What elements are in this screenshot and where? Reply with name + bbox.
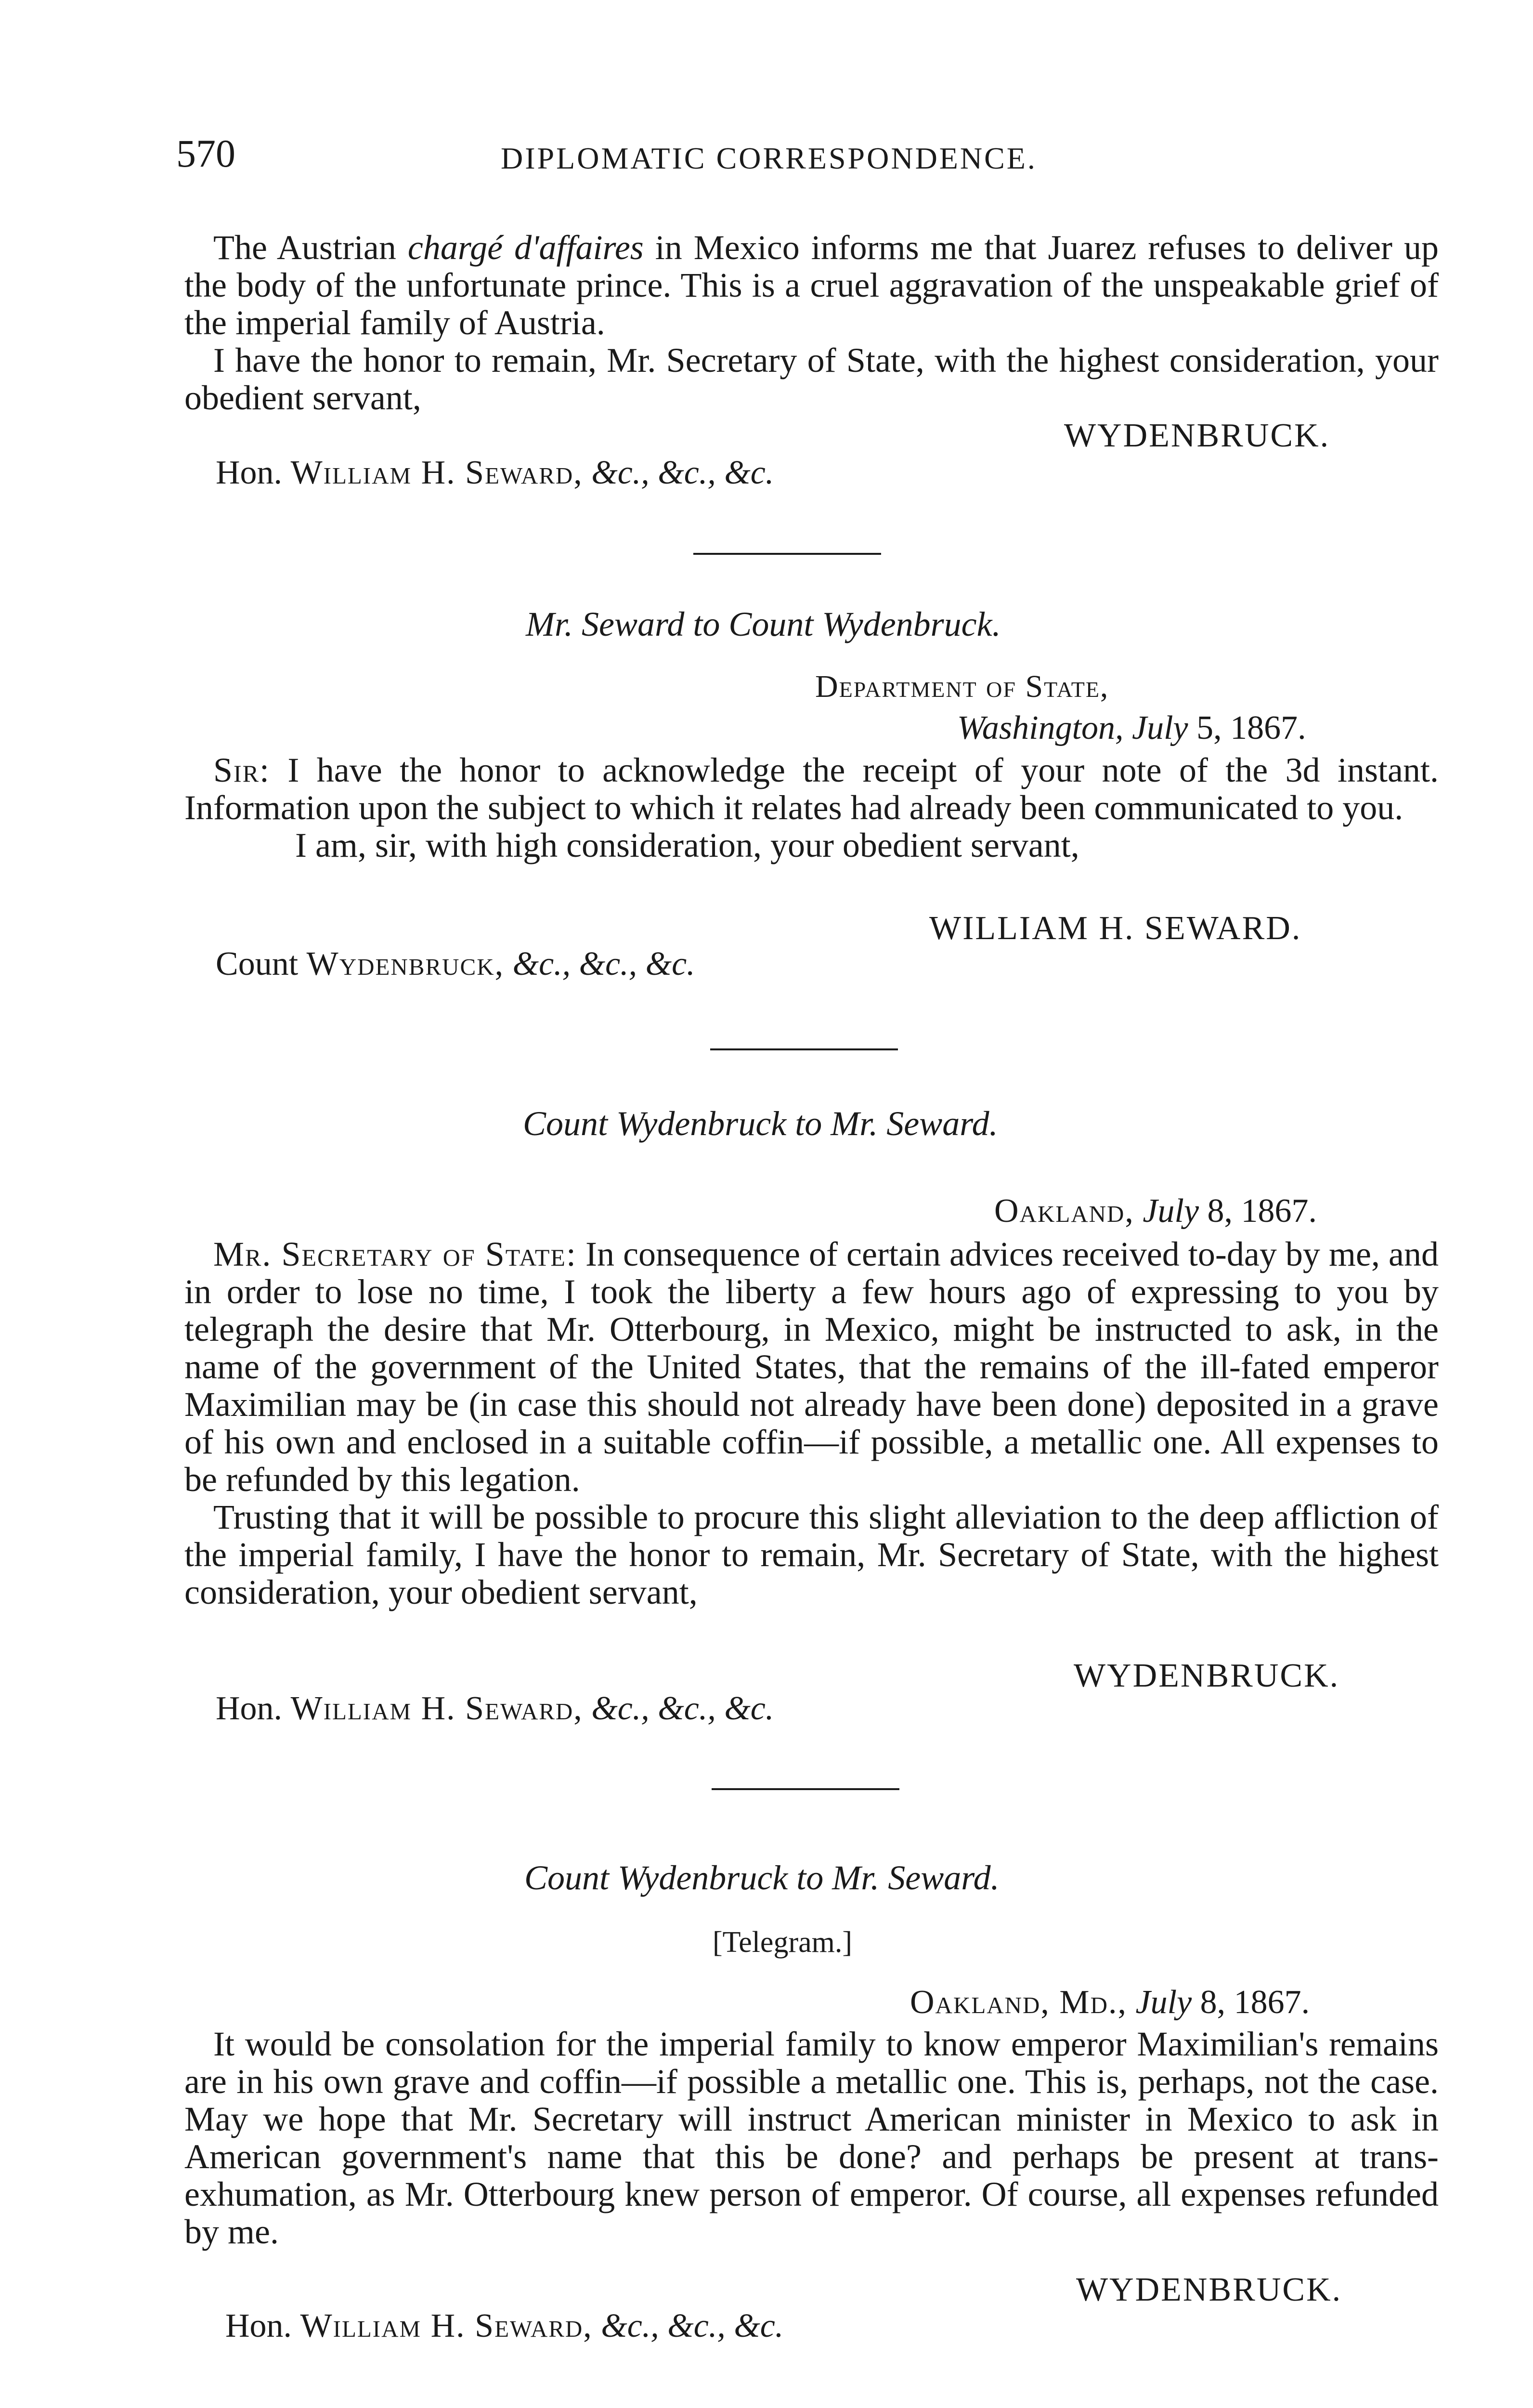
- letter-2-body: [184, 751, 1439, 864]
- letter-3-paragraph-1: Mr. Secretary of State: In consequence of certain advices received to-day by me, and in order to lose no time, I took the liberty a few hours ago of expressing to you by telegraph the desire that Mr. Otterbourg, in Mexico, might be instructed to ask, in the name of the government of the United States, that the remains of the ill-fated emperor Maximilian may be (in case this should not already have been done) deposited in a grave of his own and enclosed in a suitable coffin—if possible, a metallic one. All expenses to be refunded by this legation.: [184, 1235, 1439, 1499]
- letter-1-addressee: Hon. William H. Seward, &c., &c., &c.: [216, 454, 774, 491]
- letter-4-body: [184, 2025, 1439, 2251]
- letter-4-paragraph-1: It would be consolation for the imperial family to know emperor Maximilian's remains are in his own grave and coffin—if possible a metallic one. This is, perhaps, not the case. May we hope that Mr. Secretary will instruct American minister in Mexico to ask in American government's name that this be done? and perhaps be present at trans-exhumation, as Mr. Otterbourg knew person of emperor. Of course, all expenses refunded by me.: [184, 2025, 1439, 2251]
- letter-3-date: Oakland, July 8, 1867.: [994, 1192, 1317, 1230]
- letter-2-place: Department of State,: [815, 669, 1109, 704]
- letter-2-paragraph-1: Sir: I have the honor to acknowledge the receipt of your note of the 3d instant. Information upon the subject to which it relates had already been communicated to you.: [184, 751, 1439, 827]
- section-divider: [693, 553, 881, 555]
- section-divider: [710, 1048, 898, 1050]
- letter-3-body: [184, 1235, 1439, 1611]
- telegram-note: [Telegram.]: [713, 1926, 852, 1959]
- page-number: 570: [176, 131, 235, 175]
- letter-1-paragraph-2: I have the honor to remain, Mr. Secretary of State, with the highest consideration, your obedient servant,: [184, 341, 1439, 417]
- letter-2-heading: Mr. Seward to Count Wydenbruck.: [526, 605, 1001, 643]
- section-divider: [712, 1788, 899, 1790]
- letter-3-paragraph-2: Trusting that it will be possible to procure this slight alleviation to the deep affliction of the imperial family, I have the honor to remain, Mr. Secretary of State, with the highest consideration, your obedient servant,: [184, 1498, 1439, 1611]
- letter-3-heading: Count Wydenbruck to Mr. Seward.: [523, 1104, 998, 1143]
- letter-1-paragraph-1: The Austrian chargé d'affaires in Mexico informs me that Juarez refuses to deliver up the body of the unfortunate prince. This is a cruel aggravation of the unspeakable grief of the imperial family of Austria.: [184, 228, 1439, 342]
- letter-2-addressee: Count Wydenbruck, &c., &c., &c.: [216, 945, 695, 982]
- letter-2-signature: WILLIAM H. SEWARD.: [929, 910, 1302, 947]
- letter-2-date: Washington, July 5, 1867.: [957, 709, 1306, 746]
- letter-1-signature: WYDENBRUCK.: [1064, 417, 1330, 454]
- letter-1-body: [184, 229, 1439, 417]
- letter-4-heading: Count Wydenbruck to Mr. Seward.: [524, 1858, 1000, 1897]
- letter-4-date: Oakland, Md., July 8, 1867.: [910, 1984, 1310, 2021]
- letter-3-addressee: Hon. William H. Seward, &c., &c., &c.: [216, 1690, 774, 1727]
- letter-2-paragraph-2: I am, sir, with high consideration, your obedient servant,: [295, 826, 1079, 864]
- letter-4-addressee: Hon. William H. Seward, &c., &c., &c.: [225, 2307, 784, 2344]
- letter-4-signature: WYDENBRUCK.: [1076, 2271, 1342, 2308]
- running-title: DIPLOMATIC CORRESPONDENCE.: [501, 141, 1037, 175]
- letter-3-signature: WYDENBRUCK.: [1074, 1657, 1340, 1694]
